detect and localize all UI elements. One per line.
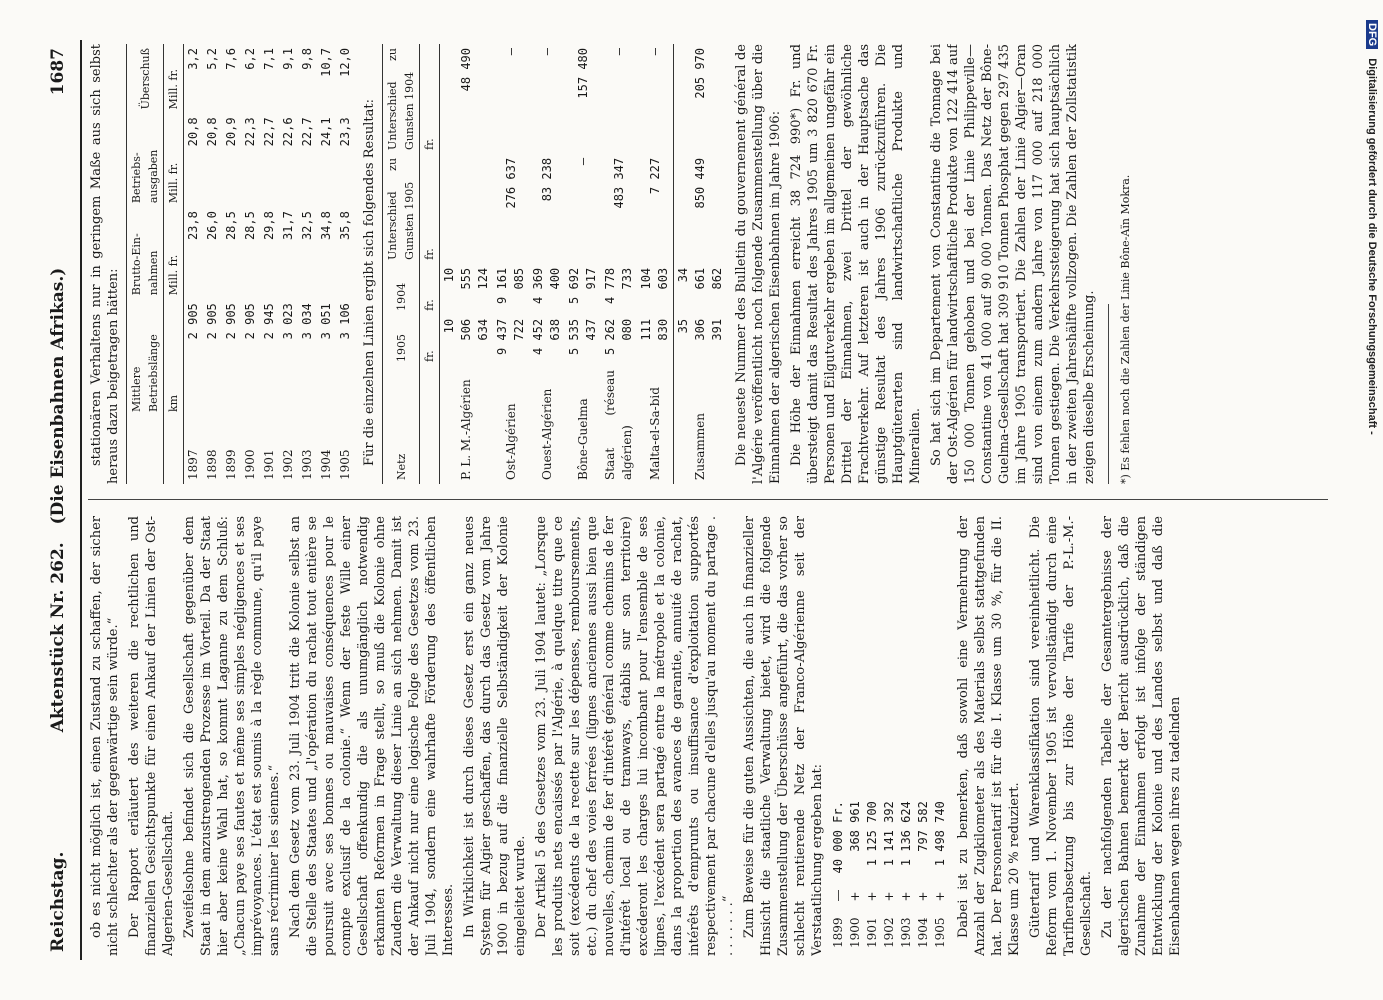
table-row: 1899 — 40 000 Fr. xyxy=(831,801,845,948)
table-row: Bône-Guelma 5 535 437 5 692 917 — 157 480 xyxy=(567,48,598,480)
table-row: Malta-el-Sa-bid 111 830 104 603 7 227 — xyxy=(639,48,670,480)
page-header xyxy=(40,40,82,960)
table-header-row: Netz 1905 1904 Unterschied zu Gunsten 1905 Unterschied zu Gunsten 1904 xyxy=(383,44,420,484)
table-row: 1897 2 905 23,8 20,8 3,2 xyxy=(186,48,200,480)
stamp-text: Digitalisierung gefördert durch die Deutsche Forschungsgemeinschaft - xyxy=(1366,58,1378,435)
paragraph: Der Artikel 5 des Gesetzes vom 23. Juli 1904 lautet: „Lorsque les produits nets encaissés par l'Algérie, à quelque titre que ce soit (excédents de la recette sur les dépenses, remboursements, etc.) du chef des voies ferrées (lignes anciennes aussi bien que nouvelles, chemin de fer d'intérêt général comme chemins de fer d'intérêt local ou de tramways, établis sur son territoire) excéderont les charges lui incombant pour l'ensemble de ses lignes, l'excédent sera partagé entre la métropole et la colonie, dans la proportion des avances de garantie, annuité de rachat, intérêts d'emprunts ou insuffisance d'exploitation supportés respectivement par chacune d'elles jusqu'au moment du partage . . . . . . . .“ xyxy=(534,516,736,956)
table-units-row: fr. fr. fr. fr. xyxy=(420,44,440,484)
paragraph: Die neueste Nummer des Bulletin du gouvernement général de l'Algérie veröffentlicht noch folgende Zusammenstellung über die Einnahmen der algerischen Eisenbahnen im Jahre 1906: xyxy=(734,44,783,484)
paragraph: In Wirklichkeit ist durch dieses Gesetz erst ein ganz neues System für Algier geschaffen, das durch das Gesetz vom Jahre 1900 in bezug auf die finanzielle Selbständigkeit der Kolonie eingeleitet wurde. xyxy=(462,516,528,956)
paragraph: Die Höhe der Einnahmen erreicht 38 724 990*) Fr. und übersteigt damit das Resultat des Jahres 1905 um 3 820 670 Fr. Personen und Eilgutverkehr ergeben im allgemeinen ungefähr ein Drittel der Einnahmen, zwei Drittel der gewöhnliche Frachtverkehr. Auf letzteren ist auch in der Hauptsache das günstige Resultat des Jahres 1906 zurückzuführen. Die Hauptgüterarten sind landwirtschaftliche Produkte und Mineralien. xyxy=(789,44,923,484)
table-row: 1903 3 034 32,5 22,7 9,8 xyxy=(300,48,314,480)
header-title: (Die Eisenbahnen Afrikas.) xyxy=(48,267,68,525)
page-number: 1687 xyxy=(48,48,68,96)
paragraph: Zweifelsohne befindet sich die Gesellschaft gegenüber dem Staat in dem anzustrengenden Prozesse im Vorteil. Da der Staat hier aber keine Wahl hat, so kommt Laganne zu dem Schluß: „Chacun paye ses fautes et même ses simples négligences et ses imprévoyances. L'état est soumis à la règle commune, qu'il paye sans récriminer les siennes.“ xyxy=(182,516,282,956)
paragraph: stationären Verhaltens nur in geringem Maße aus sich selbst heraus dazu beigetragen hätten: xyxy=(89,44,121,484)
table-row: Ouest-Algérien 4 452 638 4 369 400 83 238 — xyxy=(531,48,562,480)
table-row: 1903 + 1 136 624 xyxy=(899,801,913,948)
table-row: 1904 3 051 34,8 24,1 10,7 xyxy=(319,48,333,480)
paragraph: So hat sich im Departement von Constantine die Tonnage bei der Ost-Algérien für landwirtschaftliche Produkte von 122 414 auf 150 000 Tonnen gehoben und bei der Linie Philippeville—Constantine von 41 000 auf 90 000 Tonnen. Das Netz der Bône-Guelma-Gesellschaft hat 309 910 Tonnen Phosphat gegen 297 435 im Jahre 1905 transportiert. Die Zahlen der Linie Algier—Oran sind von einem zum andern Jahre von 117 000 auf 218 000 Tonnen gestiegen. Die Verkehrssteigerung hat sich hauptsächlich in der zweiten Jahreshälfte vollzogen. Die Zahlen der Zollstatistik zeigen dieselbe Erscheinung. xyxy=(929,44,1097,484)
paragraph: Dabei ist zu bemerken, daß sowohl eine Vermehrung der Anzahl der Zugkilometer als des Materials selbst stattgefunden hat. Der Personentarif ist für die I. Klasse um 30 %, für die II. Klasse um 20 % reduziert. xyxy=(956,516,1022,956)
table-row: 1900 + 368 961 xyxy=(848,801,862,948)
table-row: P. L. M.-Algérien 10 506 634 10 555 124 48 490 xyxy=(442,48,490,480)
table-row: 1905 + 1 498 740 xyxy=(933,801,947,948)
table-units-row: km Mill. fr. Mill. fr. Mill. fr. xyxy=(164,44,184,484)
column-divider xyxy=(88,499,1328,500)
table-row: 1902 3 023 31,7 22,6 9,1 xyxy=(281,48,295,480)
paragraph: Der Rapport erläutert des weiteren die rechtlichen und finanziellen Gesichtspunkte für einen Ankauf der Linien der Ost-Algerien-Gesellschaft. xyxy=(127,516,176,956)
paragraph: Nach dem Gesetz vom 23. Juli 1904 tritt die Kolonie selbst an die Stelle des Staates und „l'opération du rachat tout entière se poursuit avec ses bonnes ou mauvaises conséquences pour le compte exclusif de la colonie.“ Wenn der feste Wille einer Gesellschaft offenkundig die als unumgänglich notwendig erkannten Reformen in Frage stellt, so muß die Kolonie ohne Zaudern die Verwaltung dieser Linie an sich nehmen. Damit ist der Ankauf nicht nur eine logische Folge des Gesetzes vom 23. Juli 1904, sondern eine wahrhafte Förderung des öffentlichen Interesses. xyxy=(288,516,456,956)
surplus-table xyxy=(830,793,949,956)
footnote-rule xyxy=(1108,304,1113,484)
paragraph: Zu der nachfolgenden Tabelle der Gesamtergebnisse der algerischen Bahnen bemerkt der Bericht ausdrücklich, daß die Zunahme der Einnahmen erfolgt ist infolge der ständigen Entwicklung der Kolonie und des Landes selbst und daß die Eisenbahnen wegen ihres zu tadelnden xyxy=(1100,516,1183,956)
rotated-page xyxy=(40,40,1340,960)
lines-table xyxy=(382,44,727,484)
footnote: *) Es fehlen noch die Zahlen der Linie Bône-Aïn Mokra. xyxy=(1119,174,1132,484)
digitization-stamp xyxy=(1356,20,1378,1000)
table-row: 1902 + 1 141 392 xyxy=(882,801,896,948)
left-column xyxy=(88,516,1328,956)
table-total-row: Zusammen 35 306 391 34 661 862 850 449 205 970 xyxy=(674,44,728,484)
table-row: 1901 + 1 125 700 xyxy=(865,801,879,948)
table-row: 1905 3 106 35,8 23,3 12,0 xyxy=(338,48,352,480)
table-row: 1900 2 905 28,5 22,3 6,2 xyxy=(243,48,257,480)
revenue-table xyxy=(126,44,355,484)
paragraph: Für die einzelnen Linien ergibt sich folgendes Resultat: xyxy=(362,98,377,466)
header-center: Aktenstück Nr. 262. (Die Eisenbahnen Afrikas.) xyxy=(48,267,68,733)
paragraph: Gütertarif und Warenklassifikation sind vereinheitlicht. Die Reform vom 1. November 1905 ist vervollständigt durch eine Tarifherabsetzung bis zur Höhe der Tarife der P.-L.-M.-Gesellschaft. xyxy=(1028,516,1094,956)
dfg-logo: DFG xyxy=(1366,20,1378,49)
paragraph: ob es nicht möglich ist, einen Zustand zu schaffen, der sicher nicht schlechter als der gegenwärtige sein würde.“ xyxy=(89,516,121,956)
table-header-row: Mittlere Betriebslänge Brutto-Ein-nahmen Betriebs-ausgaben Überschuß xyxy=(127,44,164,484)
table-row: Ost-Algérien 9 437 722 9 161 085 276 637 — xyxy=(495,48,526,480)
table-row: 1901 2 945 29,8 22,7 7,1 xyxy=(262,48,276,480)
table-row: 1898 2 905 26,0 20,8 5,2 xyxy=(205,48,219,480)
paragraph: Zum Beweise für die guten Aussichten, die auch in finanzieller Hinsicht die staatliche Verwaltung bietet, wird die folgende Zusammenstellung der Überschüsse angeführt, die das vorher so schlecht rentierende Netz der Franco-Algérienne seit der Verstaatlichung ergeben hat: xyxy=(742,516,825,956)
header-left: Reichstag. xyxy=(48,851,68,952)
right-column xyxy=(88,44,1328,484)
table-row: Staat (réseau algérien) 5 262 080 4 778 733 483 347 — xyxy=(603,48,634,480)
table-row: 1904 + 797 582 xyxy=(916,801,930,948)
table-row: 1899 2 905 28,5 20,9 7,6 xyxy=(224,48,238,480)
